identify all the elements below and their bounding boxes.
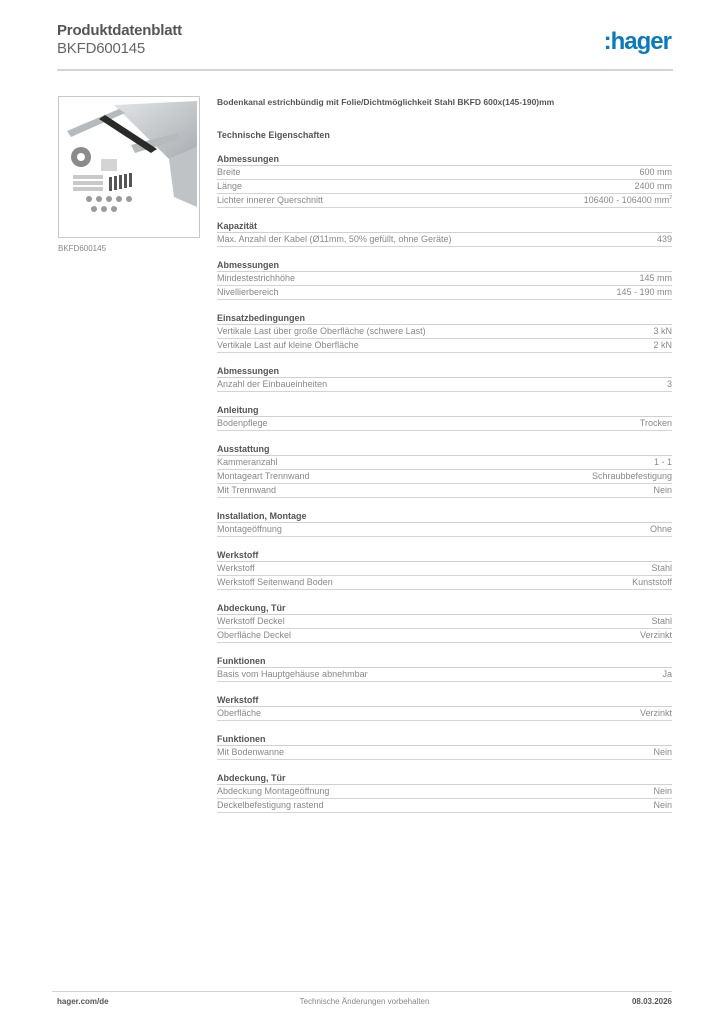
spec-value-cell <box>634 180 672 193</box>
spec-value-cell <box>639 272 672 285</box>
spec-value-cell <box>653 746 672 759</box>
spec-value: Nein <box>653 800 672 810</box>
spec-value-cell <box>654 456 672 469</box>
group-title: Werkstoff <box>217 549 672 562</box>
spec-value: 145 - 190 mm <box>616 287 672 297</box>
spec-value-cell <box>640 629 672 642</box>
group-title: Installation, Montage <box>217 510 672 523</box>
spec-value: 2400 mm <box>634 181 672 191</box>
spec-label: Werkstoff <box>217 563 255 573</box>
legal-notice: Technische Änderungen vorbehalten <box>299 997 430 1006</box>
spec-label: Oberfläche <box>217 708 262 718</box>
spec-value-cell <box>653 339 672 352</box>
page-header <box>57 22 673 70</box>
spec-group <box>217 404 672 431</box>
spec-label: Anzahl der Einbaueinheiten <box>217 379 328 389</box>
group-title: Anleitung <box>217 404 672 417</box>
spec-group <box>217 220 672 247</box>
spec-label: Breite <box>217 167 241 177</box>
spec-value: Stahl <box>651 616 672 626</box>
spec-label: Mit Trennwand <box>217 485 277 495</box>
spec-row <box>217 785 672 799</box>
spec-row <box>217 799 672 813</box>
group-title: Abdeckung, Tür <box>217 602 672 615</box>
spec-value: Ja <box>662 669 672 679</box>
spec-group <box>217 694 672 721</box>
spec-label: Mindestestrichhöhe <box>217 273 296 283</box>
spec-value: Stahl <box>651 563 672 573</box>
spec-value-cell <box>651 615 672 628</box>
spec-group <box>217 733 672 760</box>
spec-row <box>217 166 672 180</box>
spec-value: Kunststoff <box>632 577 672 587</box>
spec-label: Basis vom Hauptgehäuse abnehmbar <box>217 669 368 679</box>
spec-label: Oberfläche Deckel <box>217 630 292 640</box>
spec-row <box>217 562 672 576</box>
spec-label: Abdeckung Montageöffnung <box>217 786 330 796</box>
spec-value-cell <box>662 668 672 681</box>
spec-value: 145 mm <box>639 273 672 283</box>
group-title: Abmessungen <box>217 259 672 272</box>
spec-value-cell <box>584 194 672 207</box>
spec-row <box>217 629 672 643</box>
spec-value: Nein <box>653 786 672 796</box>
spec-value: Verzinkt <box>639 708 672 718</box>
spec-label: Bodenpflege <box>217 418 268 428</box>
section-heading: Technische Eigenschaften <box>217 130 330 140</box>
spec-row <box>217 286 672 300</box>
spec-row <box>217 378 672 392</box>
spec-group <box>217 259 672 300</box>
spec-groups <box>217 153 672 813</box>
group-title: Einsatzbedingungen <box>217 312 672 325</box>
group-title: Abdeckung, Tür <box>217 772 672 785</box>
spec-row <box>217 470 672 484</box>
spec-value-cell <box>632 576 672 589</box>
spec-row <box>217 707 672 721</box>
product-specifications <box>217 96 672 813</box>
spec-value: 2 kN <box>653 340 672 350</box>
spec-group <box>217 772 672 813</box>
spec-value: Nein <box>653 747 672 757</box>
spec-value: 3 kN <box>653 326 672 336</box>
floor-duct-illustration-icon <box>59 97 199 237</box>
spec-group <box>217 153 672 208</box>
spec-group <box>217 510 672 537</box>
spec-value-cell <box>640 417 672 430</box>
product-image <box>58 96 200 238</box>
spec-group <box>217 549 672 590</box>
spec-value-cell <box>653 785 672 798</box>
spec-label: Montageart Trennwand <box>217 471 310 481</box>
spec-value: Nein <box>653 485 672 495</box>
product-description: Bodenkanal estrichbündig mit Folie/Dichtmöglichkeit Stahl BKFD 600x(145-190)mm <box>217 97 555 107</box>
spec-value: 106400 - 106400 mm <box>583 195 670 205</box>
spec-value: 439 <box>656 234 672 244</box>
header-divider <box>57 69 673 71</box>
spec-value-cell <box>667 378 672 391</box>
spec-group <box>217 602 672 643</box>
spec-value: Verzinkt <box>639 630 672 640</box>
website-link[interactable]: hager.com/de <box>57 997 109 1006</box>
spec-label: Max. Anzahl der Kabel (Ø11mm, 50% gefüllt, ohne Geräte) <box>217 234 452 244</box>
spec-value: Ohne <box>649 524 672 534</box>
spec-label: Länge <box>217 181 243 191</box>
spec-label: Deckelbefestigung rastend <box>217 800 324 810</box>
spec-value-cell <box>653 799 672 812</box>
spec-value-cell <box>650 523 672 536</box>
spec-value: 3 <box>666 379 672 389</box>
document-date: 08.03.2026 <box>631 997 672 1006</box>
spec-row <box>217 456 672 470</box>
spec-value-cell <box>639 166 672 179</box>
spec-label: Nivellierbereich <box>217 287 279 297</box>
spec-row <box>217 615 672 629</box>
spec-value: 600 mm <box>639 167 672 177</box>
spec-value-cell <box>653 325 672 338</box>
spec-value-cell <box>640 707 672 720</box>
spec-row <box>217 194 672 208</box>
spec-value-cell <box>616 286 672 299</box>
group-title: Werkstoff <box>217 694 672 707</box>
unit-superscript: 2 <box>669 195 672 201</box>
spec-value: 1 - 1 <box>653 457 672 467</box>
page-footer <box>57 997 672 1011</box>
spec-value-cell <box>651 562 672 575</box>
spec-row <box>217 484 672 498</box>
spec-row <box>217 272 672 286</box>
spec-row <box>217 233 672 247</box>
spec-row <box>217 325 672 339</box>
spec-value: Schraubbefestigung <box>591 471 672 481</box>
image-caption: BKFD600145 <box>58 244 107 253</box>
spec-row <box>217 180 672 194</box>
document-title: Produktdatenblatt <box>57 22 182 39</box>
spec-row <box>217 417 672 431</box>
spec-row <box>217 668 672 682</box>
spec-row <box>217 523 672 537</box>
spec-label: Kammeranzahl <box>217 457 278 467</box>
spec-group <box>217 443 672 498</box>
spec-label: Vertikale Last auf kleine Oberfläche <box>217 340 359 350</box>
spec-value: Trocken <box>639 418 672 428</box>
article-number: BKFD600145 <box>57 40 146 57</box>
hager-logo: :hager <box>603 28 671 55</box>
spec-value-cell <box>657 233 672 246</box>
spec-value-cell <box>592 470 672 483</box>
spec-value-cell <box>653 484 672 497</box>
spec-group <box>217 312 672 353</box>
spec-row <box>217 746 672 760</box>
spec-group <box>217 365 672 392</box>
group-title: Kapazität <box>217 220 672 233</box>
spec-label: Werkstoff Seitenwand Boden <box>217 577 333 587</box>
spec-label: Montageöffnung <box>217 524 282 534</box>
spec-label: Lichter innerer Querschnitt <box>217 195 324 205</box>
footer-divider <box>52 991 672 992</box>
spec-label: Werkstoff Deckel <box>217 616 285 626</box>
group-title: Funktionen <box>217 655 672 668</box>
spec-row <box>217 576 672 590</box>
group-title: Funktionen <box>217 733 672 746</box>
group-title: Abmessungen <box>217 365 672 378</box>
spec-group <box>217 655 672 682</box>
group-title: Abmessungen <box>217 153 672 166</box>
spec-label: Mit Bodenwanne <box>217 747 285 757</box>
spec-row <box>217 339 672 353</box>
group-title: Ausstattung <box>217 443 672 456</box>
spec-label: Vertikale Last über große Oberfläche (schwere Last) <box>217 326 426 336</box>
